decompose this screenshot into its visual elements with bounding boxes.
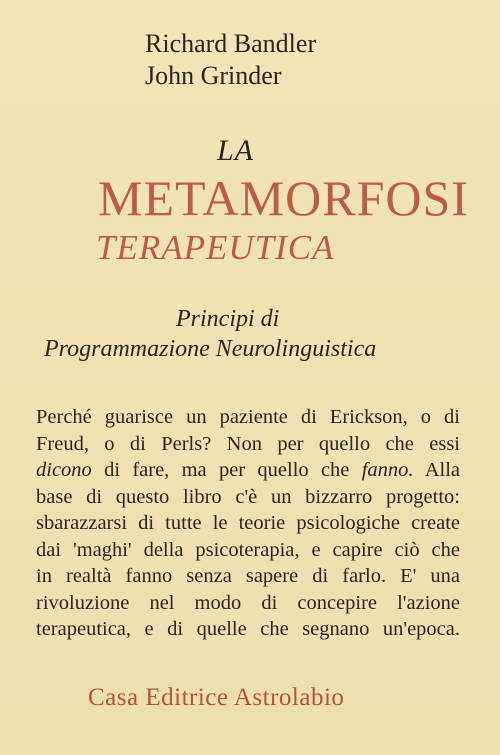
blurb-line: base di questo libro c'è un bizzarro progetto:: [36, 485, 460, 508]
blurb-line: Freud, o di Perls? Non per quello che essi: [36, 432, 460, 455]
blurb-line: dai 'maghi' della psicoterapia, e capire ciò che: [36, 538, 460, 561]
publisher: Casa Editrice Astrolabio: [88, 684, 345, 711]
blurb-fragment: di fare, ma per quello che: [91, 459, 362, 481]
blurb-line: sbarazzarsi di tutte le teorie psicologiche create: [36, 512, 460, 534]
author-2: John Grinder: [145, 61, 282, 90]
subtitle-line-1: Principi di: [176, 306, 280, 332]
blurb-line: terapeutica, e di quelle che segnano un'epoca.: [36, 618, 460, 640]
blurb: [36, 404, 460, 643]
authors: [145, 28, 316, 92]
title-article: LA: [217, 134, 255, 167]
blurb-line: Perché guarisce un paziente di Erickson, o di: [36, 406, 460, 428]
blurb-italic-word: fanno.: [361, 459, 414, 481]
blurb-italic-word: dicono: [36, 459, 92, 481]
blurb-line: [36, 457, 460, 484]
subtitle: [44, 304, 464, 364]
author-1: Richard Bandler: [145, 29, 317, 58]
blurb-fragment: Alla: [413, 459, 460, 481]
title-sub: TERAPEUTICA: [96, 228, 335, 267]
title-main: METAMORFOSI: [98, 170, 469, 226]
blurb-line: rivoluzione nel modo di concepire l'azione: [36, 591, 460, 614]
blurb-line: in realtà fanno senza sapere di farlo. E' una: [36, 565, 460, 587]
subtitle-line-2: Programmazione Neurolinguistica: [44, 336, 377, 362]
